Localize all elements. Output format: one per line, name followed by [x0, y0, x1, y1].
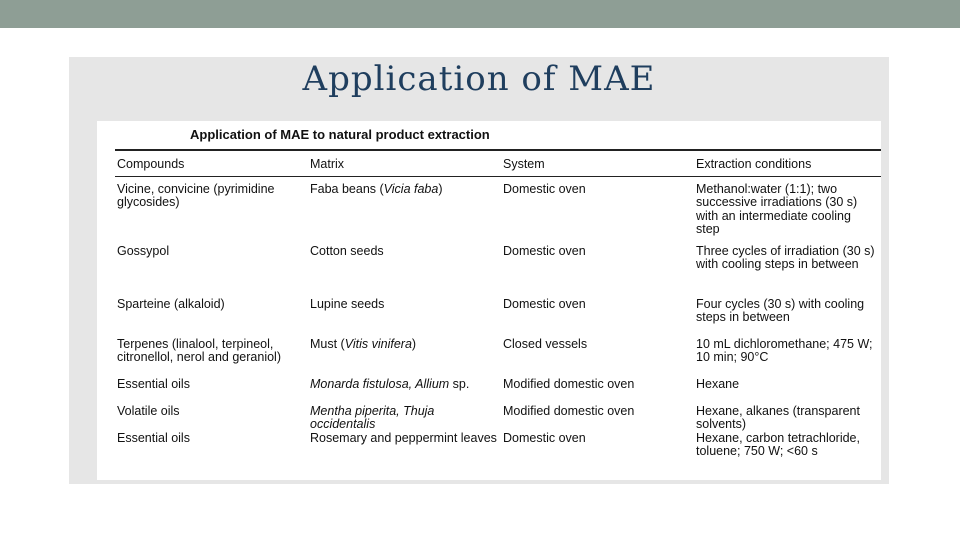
matrix-text-tail: sp. [449, 377, 470, 391]
matrix-species: Mentha piperita, Thuja occidentalis [310, 404, 435, 432]
header-matrix: Matrix [310, 157, 345, 171]
table-row [117, 405, 881, 432]
cell-matrix [310, 432, 503, 459]
cell-system: Domestic oven [503, 431, 586, 445]
table-header-row [117, 152, 881, 176]
cell-compounds: Gossypol [117, 244, 170, 258]
cell-system: Closed vessels [503, 337, 588, 351]
table-row [117, 176, 881, 245]
cell-conditions: Hexane [696, 377, 740, 391]
cell-matrix [310, 378, 503, 405]
extraction-table [117, 152, 881, 459]
slide-panel [69, 57, 889, 484]
matrix-text-tail: ) [438, 182, 443, 196]
cell-matrix [310, 176, 503, 245]
matrix-text: Lupine seeds [310, 297, 385, 311]
cell-system: Domestic oven [503, 244, 586, 258]
table-row [117, 338, 881, 378]
cell-conditions: Hexane, alkanes (transparent solvents) [696, 404, 860, 432]
cell-conditions: Hexane, carbon tetrachloride, toluene; 750 W; <60 s [696, 431, 860, 459]
cell-matrix [310, 338, 503, 378]
cell-compounds: Terpenes (linalool, terpineol, citronellol, nerol and geraniol) [117, 337, 281, 365]
slide-title: Application of MAE [302, 59, 656, 99]
cell-conditions: Methanol:water (1:1); two successive irradiations (30 s) with an intermediate cooling step [696, 182, 858, 237]
cell-conditions: Three cycles of irradiation (30 s) with cooling steps in between [696, 244, 875, 272]
cell-system: Modified domestic oven [503, 404, 635, 418]
cell-conditions: Four cycles (30 s) with cooling steps in between [696, 297, 865, 325]
header-extraction-conditions: Extraction conditions [696, 157, 812, 171]
cell-system: Domestic oven [503, 297, 586, 311]
top-accent-band [0, 0, 960, 28]
matrix-species: Monarda fistulosa, Allium [310, 377, 450, 391]
matrix-text: Must ( [310, 337, 345, 351]
table-top-rule [115, 149, 881, 151]
cell-compounds: Volatile oils [117, 404, 180, 418]
header-system: System [503, 157, 545, 171]
extraction-table-figure [97, 121, 881, 480]
matrix-text: Cotton seeds [310, 244, 384, 258]
matrix-text: Faba beans ( [310, 182, 384, 196]
cell-conditions: 10 mL dichloromethane; 475 W; 10 min; 90°C [696, 337, 873, 365]
cell-compounds: Essential oils [117, 431, 190, 445]
cell-compounds: Sparteine (alkaloid) [117, 297, 225, 311]
cell-system: Modified domestic oven [503, 377, 635, 391]
matrix-text: Rosemary and peppermint leaves [310, 431, 497, 445]
matrix-species: Vitis vinifera [344, 337, 412, 351]
cell-compounds: Vicine, convicine (pyrimidine glycosides) [117, 182, 275, 210]
cell-matrix [310, 298, 503, 338]
matrix-species: Vicia faba [383, 182, 439, 196]
cell-system: Domestic oven [503, 182, 586, 196]
matrix-text-tail: ) [411, 337, 417, 351]
table-row [117, 378, 881, 405]
table-row [117, 432, 881, 459]
header-compounds: Compounds [117, 157, 185, 171]
cell-compounds: Essential oils [117, 377, 190, 391]
table-row [117, 245, 881, 298]
cell-matrix [310, 245, 503, 298]
table-caption: Application of MAE to natural product extraction [190, 127, 490, 142]
table-row [117, 298, 881, 338]
cell-matrix [310, 405, 503, 432]
